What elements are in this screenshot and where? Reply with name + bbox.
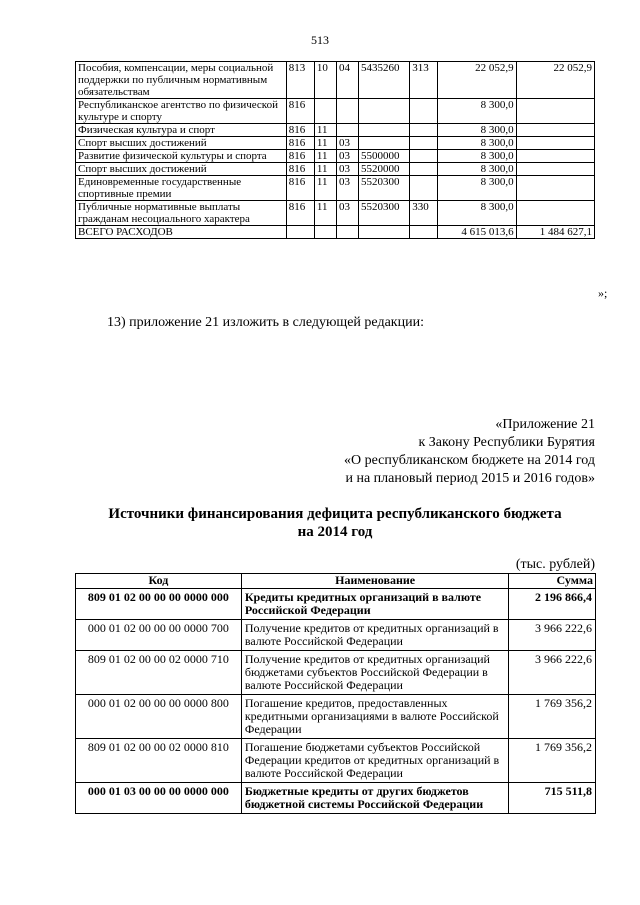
row-name: Погашение кредитов, предоставленных кредитными организациями в валюте Российской Федерации [241, 695, 509, 739]
cell-c2: 11 [314, 201, 336, 226]
cell-c5 [410, 176, 438, 201]
table-row [76, 739, 596, 783]
cell-c1: 816 [286, 176, 314, 201]
cell-c6: 8 300,0 [438, 176, 516, 201]
cell-c1: 813 [286, 62, 314, 99]
cell-c3: 03 [336, 150, 358, 163]
cell-c3 [336, 99, 358, 124]
cell-c1: 816 [286, 99, 314, 124]
cell-c4 [359, 124, 410, 137]
total-label: ВСЕГО РАСХОДОВ [76, 226, 287, 239]
cell-c1: 816 [286, 124, 314, 137]
cell-c3 [336, 124, 358, 137]
table-row [76, 651, 596, 695]
cell-c3: 03 [336, 201, 358, 226]
cell-c2: 11 [314, 137, 336, 150]
table-row [76, 99, 595, 124]
total-row [76, 226, 595, 239]
row-name: Спорт высших достижений [76, 137, 287, 150]
cell-c5: 330 [410, 201, 438, 226]
cell-c5: 313 [410, 62, 438, 99]
row-name: Публичные нормативные выплаты гражданам несоциального характера [76, 201, 287, 226]
row-code: 809 01 02 00 00 02 0000 810 [76, 739, 242, 783]
sources-table [75, 573, 596, 814]
cell-c4: 5520300 [359, 176, 410, 201]
cell-c5 [410, 124, 438, 137]
cell-c5 [410, 163, 438, 176]
page-number: 513 [311, 33, 329, 47]
table-row [76, 137, 595, 150]
cell-c4: 5520000 [359, 163, 410, 176]
total-c6: 4 615 013,6 [438, 226, 516, 239]
title-line-2: на 2014 год [297, 524, 373, 540]
cell-c4 [359, 137, 410, 150]
row-code: 809 01 02 00 00 00 0000 000 [76, 589, 242, 620]
cell-c4 [359, 99, 410, 124]
annex-header [265, 416, 595, 488]
row-name: Единовременные государственные спортивные премии [76, 176, 287, 201]
paragraph-13: 13) приложение 21 изложить в следующей редакции: [107, 315, 424, 330]
row-name: Развитие физической культуры и спорта [76, 150, 287, 163]
cell-c4: 5500000 [359, 150, 410, 163]
row-sum: 1 769 356,2 [509, 695, 596, 739]
title-line-1: Источники финансирования дефицита республиканского бюджета [108, 506, 562, 522]
table-row [76, 620, 596, 651]
row-code: 000 01 02 00 00 00 0000 800 [76, 695, 242, 739]
row-name: Получение кредитов от кредитных организаций в валюте Российской Федерации [241, 620, 509, 651]
cell-c7 [516, 176, 594, 201]
cell-c6: 8 300,0 [438, 137, 516, 150]
cell-c7 [516, 150, 594, 163]
cell-c7 [516, 201, 594, 226]
cell-c7 [516, 99, 594, 124]
cell-c3: 04 [336, 62, 358, 99]
cell-c4: 5520300 [359, 201, 410, 226]
cell-c5 [410, 137, 438, 150]
header-name: Наименование [241, 574, 509, 589]
row-name: Республиканское агентство по физической культуре и спорту [76, 99, 287, 124]
table-row [76, 124, 595, 137]
cell-c2: 11 [314, 124, 336, 137]
row-sum: 715 511,8 [509, 783, 596, 814]
total-c7: 1 484 627,1 [516, 226, 594, 239]
cell-c6: 22 052,9 [438, 62, 516, 99]
table-row [76, 176, 595, 201]
cell-c6: 8 300,0 [438, 150, 516, 163]
row-sum: 2 196 866,4 [509, 589, 596, 620]
empty-cell [286, 226, 314, 239]
cell-c1: 816 [286, 163, 314, 176]
annex-line-2: к Закону Республики Бурятия [418, 435, 595, 450]
row-name: Пособия, компенсации, меры социальной поддержки по публичным нормативным обязательствам [76, 62, 287, 99]
table-row [76, 783, 596, 814]
cell-c6: 8 300,0 [438, 124, 516, 137]
cell-c7: 22 052,9 [516, 62, 594, 99]
empty-cell [410, 226, 438, 239]
empty-cell [359, 226, 410, 239]
empty-cell [336, 226, 358, 239]
row-name: Спорт высших достижений [76, 163, 287, 176]
row-sum: 1 769 356,2 [509, 739, 596, 783]
header-code: Код [76, 574, 242, 589]
cell-c2 [314, 99, 336, 124]
cell-c7 [516, 124, 594, 137]
row-sum: 3 966 222,6 [509, 620, 596, 651]
row-code: 000 01 03 00 00 00 0000 000 [76, 783, 242, 814]
cell-c7 [516, 163, 594, 176]
cell-c7 [516, 137, 594, 150]
cell-c6: 8 300,0 [438, 163, 516, 176]
table-row [76, 150, 595, 163]
header-sum: Сумма [509, 574, 596, 589]
cell-c4: 5435260 [359, 62, 410, 99]
annex-line-4: и на плановый период 2015 и 2016 годов» [345, 471, 595, 486]
expenses-table [75, 61, 595, 239]
document-title [75, 505, 595, 541]
units-label: (тыс. рублей) [515, 557, 595, 572]
annex-line-1: «Приложение 21 [495, 417, 595, 432]
table-row [76, 201, 595, 226]
cell-c6: 8 300,0 [438, 201, 516, 226]
cell-c1: 816 [286, 201, 314, 226]
empty-cell [314, 226, 336, 239]
cell-c5 [410, 99, 438, 124]
annex-line-3: «О республиканском бюджете на 2014 год [344, 453, 595, 468]
table-row [76, 589, 596, 620]
cell-c2: 11 [314, 176, 336, 201]
row-name: Получение кредитов от кредитных организаций бюджетами субъектов Российской Федерации в валюте Российской Федерации [241, 651, 509, 695]
cell-c3: 03 [336, 137, 358, 150]
table-row [76, 163, 595, 176]
row-code: 000 01 02 00 00 00 0000 700 [76, 620, 242, 651]
row-name: Погашение бюджетами субъектов Российской Федерации кредитов от кредитных организаций в валюте Российской Федерации [241, 739, 509, 783]
table-row [76, 695, 596, 739]
cell-c2: 11 [314, 150, 336, 163]
cell-c1: 816 [286, 137, 314, 150]
cell-c2: 11 [314, 163, 336, 176]
cell-c3: 03 [336, 163, 358, 176]
cell-c3: 03 [336, 176, 358, 201]
table-row [76, 62, 595, 99]
row-sum: 3 966 222,6 [509, 651, 596, 695]
row-code: 809 01 02 00 00 02 0000 710 [76, 651, 242, 695]
cell-c5 [410, 150, 438, 163]
cell-c2: 10 [314, 62, 336, 99]
row-name: Кредиты кредитных организаций в валюте Российской Федерации [241, 589, 509, 620]
cell-c6: 8 300,0 [438, 99, 516, 124]
closing-quote-mark: »; [598, 286, 608, 300]
row-name: Физическая культура и спорт [76, 124, 287, 137]
row-name: Бюджетные кредиты от других бюджетов бюджетной системы Российской Федерации [241, 783, 509, 814]
cell-c1: 816 [286, 150, 314, 163]
